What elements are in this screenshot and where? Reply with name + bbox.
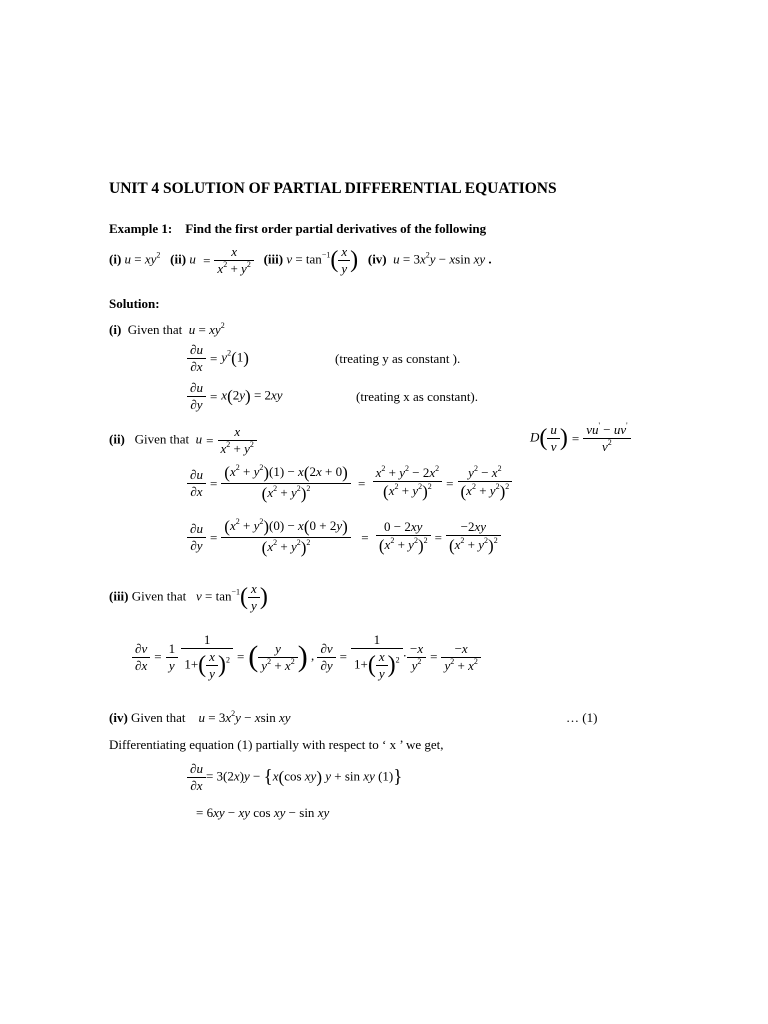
part-iv-eq1: $\frac{\partial u}{\partial x}$ = 3(2x)y − {x(cos xy) y + sin xy (1)} — [187, 761, 402, 794]
part-i-label: (i) — [109, 322, 122, 337]
part-iii-given-text: Given that — [131, 588, 187, 604]
part-iv-label: (iv) — [109, 710, 128, 725]
example-text: Find the first order partial derivatives of the following — [185, 221, 487, 236]
part-ii-given-text: Given that — [134, 431, 190, 447]
part-ii-eq-dx: $\frac{\partial u}{\partial x}$ = $\frac{(x^2 + y^2)(1) - x(2x + 0)}{(x^2 + y^2)^2}$ = $\frac{x^2 + y^2 - 2x^2}{(x^2 + y^2)^2}$ = $\frac{y^2 - x^2}{(x^2 + y^2)^2}$ — [187, 463, 512, 504]
part-iv-given: (iv) Given that $u = 3x^2y - xsin$ xy — [109, 709, 291, 725]
part-i-note2: (treating x as constant). — [356, 389, 479, 404]
part-iii-label: (iii) — [109, 588, 129, 604]
example-label: Example 1: — [109, 221, 173, 236]
example-items: (i) $u = xy^2$ (ii) u = $\frac{x}{x^2 + y^2}$ (iii) $v = \tan^{-1}$( $\frac{x}{y}$ ) (iv) $u = 3x^2y - xsin$ xy . — [109, 244, 492, 276]
part-i-note1: (treating y as constant ). — [335, 351, 461, 366]
example-heading — [109, 221, 486, 237]
part-iii-given: (iii) Given that $v = \tan^{-1}$( $\frac{x}{y}$ ) — [109, 581, 268, 613]
page-title: UNIT 4 SOLUTION OF PARTIAL DIFFERENTIAL EQUATIONS — [109, 180, 557, 197]
quotient-rule: D( $\frac{u}{v}$ ) = $\frac{vu' - uv'}{v^2}$ — [530, 422, 631, 455]
differentiating-text: Differentiating equation (1) partially with respect to ‘ x ’ we get, — [109, 737, 444, 752]
part-i-given: (i) Given that $u = xy^2$ — [109, 321, 225, 337]
part-ii-given: (ii) Given that u = $\frac{x}{x^2 + y^2}$ — [109, 424, 257, 457]
fraction: $\frac{x}{x^2 + y^2}$ — [214, 244, 253, 277]
part-i-eq2: $\frac{\partial u}{\partial y}$ = x(2y) = 2xy — [187, 380, 283, 413]
part-i-given-text: Given that — [127, 322, 183, 337]
equation-number: … (1) — [566, 710, 598, 725]
part-iii-eqs: $\frac{\partial v}{\partial x}$ = $\frac{1}{y}$ 1 1+( $\frac{x}{y}$ )$^2$ = ( $\frac{y}{y^2 + x^2}$ ) , $\frac{\partial v}{\partial y}$ = 1 1+( $\frac{x}{y}$ )$^2$ · $\frac{-x}{y^2}$ = $\frac{-x}{y^2 + x^2}$ — [132, 632, 481, 682]
part-ii-eq-dy: $\frac{\partial u}{\partial y}$ = $\frac{(x^2 + y^2)(0) - x(0 + 2y)}{(x^2 + y^2)^2}$ = $\frac{0 - 2xy}{(x^2 + y^2)^2}$ = $\frac{-2xy}{(x^2 + y^2)^2}$ — [187, 517, 501, 558]
item-iv-label: (iv) — [367, 251, 387, 267]
solution-label: Solution: — [109, 296, 160, 311]
part-ii-label: (ii) — [109, 431, 125, 447]
part-iv-given-text: Given that — [131, 710, 186, 725]
item-ii-label: (ii) — [170, 251, 187, 267]
item-i-label: (i) — [109, 251, 122, 267]
part-iv-eq2: = 6xy − xy cos xy − sin xy — [196, 805, 330, 820]
item-iii-label: (iii) — [263, 251, 284, 267]
part-i-eq1: $\frac{\partial u}{\partial x}$ = $y^2(1)$ — [187, 342, 249, 375]
